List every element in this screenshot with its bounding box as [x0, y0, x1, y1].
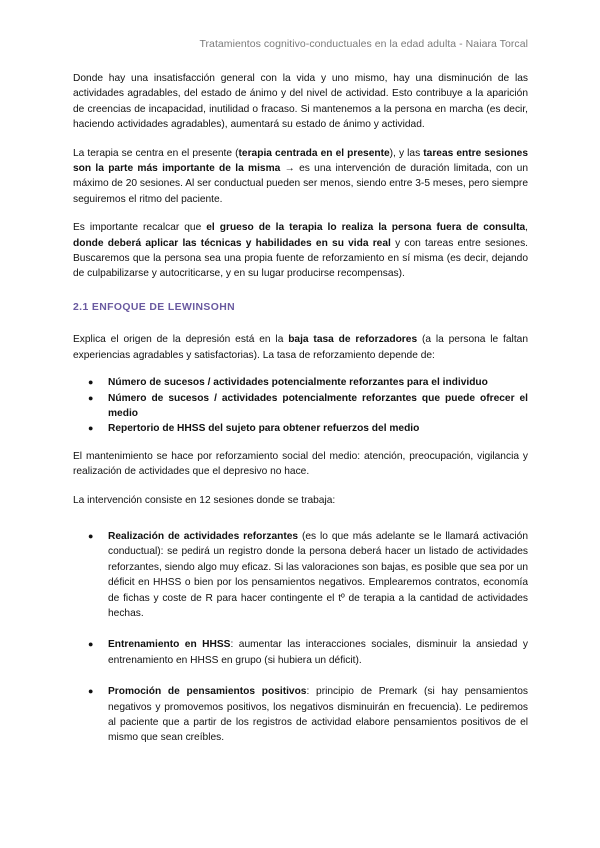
paragraph-4-bold: baja tasa de reforzadores [288, 334, 418, 346]
list-item-text: : aumentar las interacciones sociales, disminuir la ansiedad y entrenamiento en HHSS en grupo (si hubiera un déficit). [108, 639, 528, 666]
paragraph-3-text-b: , [525, 222, 528, 234]
list-item [73, 637, 528, 668]
bullet-icon: ● [88, 686, 94, 697]
paragraph-2 [73, 146, 528, 208]
paragraph-4-text-a: Explica el origen de la depresión está en la [73, 334, 289, 346]
paragraph-3-bold-a: el grueso de la terapia lo realiza la persona fuera de consulta [206, 222, 526, 234]
paragraph-4 [73, 332, 528, 363]
list-item [73, 375, 528, 390]
list-item [73, 421, 528, 436]
paragraph-3-text-a: Es importante recalcar que [73, 222, 207, 234]
paragraph-6: La intervención consiste en 12 sesiones donde se trabaja: [73, 494, 336, 506]
page-content [73, 71, 528, 762]
intervention-list [73, 529, 528, 746]
paragraph-2-text-a: La terapia se centra en el presente ( [73, 147, 239, 159]
paragraph-2-bold-b: tareas entre sesiones son la parte más importante de la misma [73, 147, 528, 175]
paragraph-3 [73, 220, 528, 282]
paragraph-3-bold-b: donde deberá aplicar las técnicas y habilidades en su vida real [73, 237, 391, 249]
bullet-icon: ● [88, 423, 94, 434]
paragraph-3-text-c: y con tareas entre sesiones. Buscaremos que la persona sea una propia fuente de reforzamiento en sí misma (es decir, dejando de culpabilizarse y autocriticarse, y en su lugar producirse recompensas). [73, 237, 528, 280]
bullet-icon: ● [88, 392, 94, 403]
reinforcement-factors-list [73, 375, 528, 437]
paragraph-1: Donde hay una insatisfacción general con la vida y uno mismo, hay una disminución de las actividades agradables, del estado de ánimo y del nivel de actividad. Esto contribuye a la aparición de creencias de incapacidad, inutilidad o fracaso. Si mantenemos a la persona en marcha (es decir, haciendo actividades agradables), aumentará su estado de ánimo y actividad. [73, 73, 528, 131]
paragraph-5: El mantenimiento se hace por reforzamiento social del medio: atención, preocupación, vigilancia y realización de actividades que el depresivo no hace. [73, 450, 528, 478]
page-header: Tratamientos cognitivo-conductuales en la edad adulta - Naiara Torcal [199, 38, 528, 50]
paragraph-4-text-b: (a la persona le faltan experiencias agradables y satisfactorias). La tasa de reforzamiento depende de: [73, 334, 528, 361]
list-item-text: Número de sucesos / actividades potencialmente reforzantes para el individuo [108, 377, 488, 389]
list-item [73, 391, 528, 422]
list-item-text: (es lo que más adelante se le llamará activación conductual): se pedirá un registro donde la persona deberá hacer un listado de actividades reforzantes, siendo algo muy eficaz. Si las valoraciones son bajas, es posible que sea por un déficit en HHSS o bien por los pensamientos negativos. Emplearemos contratos, economía de fichas y coste de R para hacer contingente el tº de terapia a la cantidad de actividades hechas. [108, 530, 528, 619]
list-item-text: Número de sucesos / actividades potencialmente reforzantes que puede ofrecer el medio [108, 392, 528, 419]
section-heading: 2.1 ENFOQUE DE LEWINSOHN [73, 301, 236, 313]
paragraph-2-text-b: ), y las [389, 147, 424, 159]
list-item-title: Realización de actividades reforzantes [108, 530, 299, 542]
list-item [73, 529, 528, 621]
list-item-title: Promoción de pensamientos positivos [108, 686, 307, 698]
list-item-text: : principio de Premark (si hay pensamientos negativos y promovemos positivos, los negativos disminuirán en frecuencia). Le pediremos al paciente que a partir de los registros de actividad elabore pensamientos positivos de el mismo que sean creíbles. [108, 686, 528, 744]
paragraph-2-bold-a: terapia centrada en el presente [238, 147, 390, 159]
list-item-title: Entrenamiento en HHSS [108, 639, 231, 651]
bullet-icon: ● [88, 377, 94, 388]
bullet-icon: ● [88, 639, 94, 650]
bullet-icon: ● [88, 530, 94, 541]
list-item [73, 684, 528, 746]
paragraph-2-text-c: → es una intervención de duración limitada, con un máximo de 20 sesiones. Al ser conductual pueden ser menos, siendo entre 3-5 meses, pero siempre seguiremos el ritmo del paciente. [73, 163, 529, 205]
list-item-text: Repertorio de HHSS del sujeto para obtener refuerzos del medio [108, 423, 420, 435]
